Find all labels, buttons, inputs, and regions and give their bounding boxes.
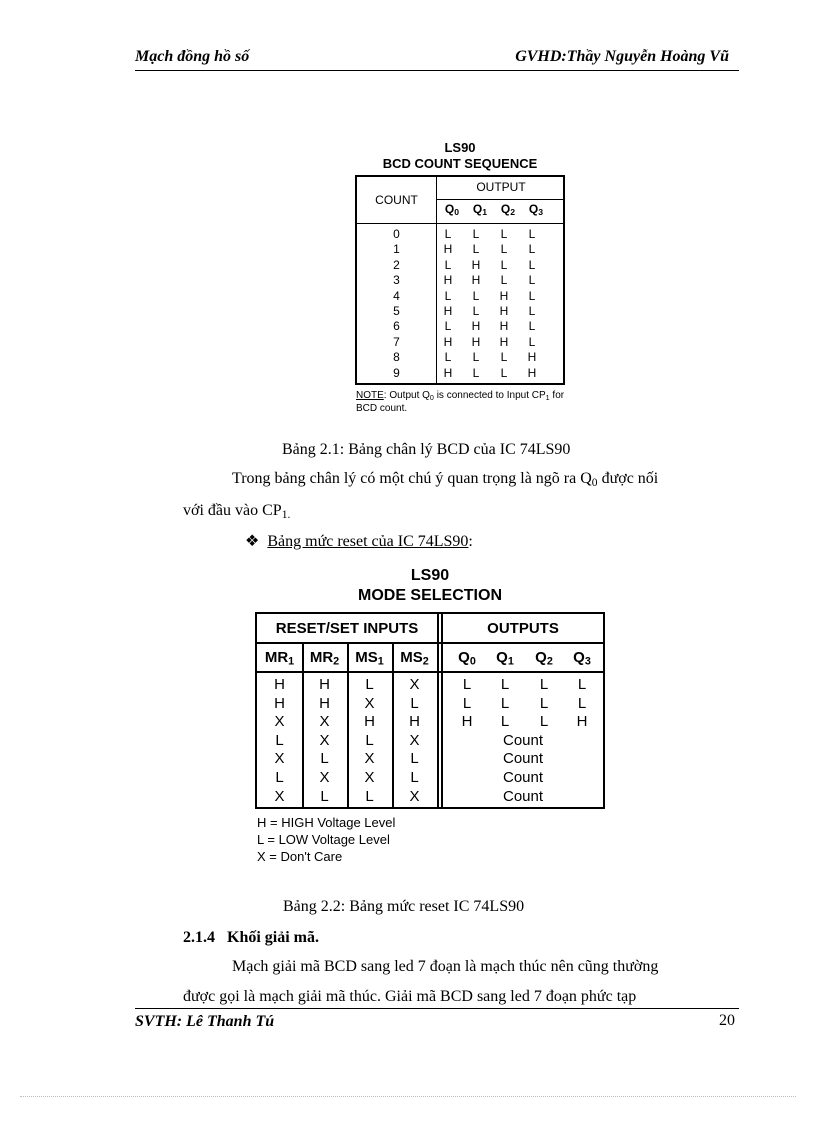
input-cell: X [274,787,285,805]
input-cell: X [364,769,375,786]
output-cell: L [444,257,452,272]
table2-legend: H = HIGH Voltage Level L = LOW Voltage Level X = Don't Care [257,815,396,864]
input-cell: L [410,769,419,786]
output-cell: L [462,676,472,693]
output-cell: L [444,319,452,334]
input-cell: L [410,694,419,712]
table2-subtitle: MODE SELECTION [357,587,502,604]
output-cell: H [471,273,481,288]
input-cell: L [365,676,374,693]
output-column-header: $Q_1$ [496,649,514,668]
output-cell: L [500,242,508,257]
output-cell: L [500,257,508,272]
output-column-header: $Q_2$ [535,649,553,668]
output-column-header: $Q_1$ [472,202,488,218]
count-header: COUNT [375,193,418,207]
table1-title: LS90 [444,140,476,155]
outputs-header: OUTPUTS [487,620,559,637]
output-cell: L [528,288,536,303]
output-cell: L [528,273,536,288]
output-cell: L [472,227,480,241]
output-column-header: $Q_3$ [528,202,544,218]
output-cell: L [528,334,536,349]
output-cell: L [528,304,536,318]
bullet-heading: ❖ Bảng mức reset của IC 74LS90: [245,533,473,550]
page-footer [135,1008,739,1033]
bullet-icon: ❖ [245,533,260,550]
output-column-header: $Q_0$ [458,649,476,668]
input-cell: X [364,694,375,712]
reset-set-inputs-header: RESET/SET INPUTS [275,620,419,637]
input-cell: H [319,694,330,712]
output-cell: L [444,227,452,241]
count-mode-cell: Count [502,731,544,749]
input-cell: L [275,731,284,749]
output-cell: L [472,304,480,318]
output-cell: H [576,713,588,731]
output-header: OUTPUT [476,180,526,194]
input-cell: H [274,694,285,712]
output-cell: L [528,319,536,334]
paragraph-line: được gọi là mạch giải mã thúc. Giải mã BCD sang led 7 đoạn phức tạp [183,988,637,1005]
input-cell: X [319,713,330,731]
input-cell: H [409,713,420,731]
input-cell: X [319,769,330,786]
count-mode-cell: Count [502,787,544,805]
header-right: GVHD:Thầy Nguyễn Hoàng Vũ [515,48,729,65]
page-edge-divider [20,1096,796,1097]
input-cell: L [320,787,329,805]
output-cell: H [471,257,481,272]
input-cell: X [409,731,420,749]
input-column-header: $MS_1$ [355,649,384,668]
page-number: 20 [719,1012,735,1029]
output-cell: L [500,713,510,731]
output-cell: L [500,273,508,288]
output-cell: L [577,676,587,693]
output-cell: L [539,713,549,731]
output-cell: L [528,257,536,272]
output-cell: H [443,334,453,349]
section-heading: 2.1.4 Khối giải mã. [183,929,320,946]
count-cell: 5 [393,304,400,318]
output-cell: L [462,694,472,712]
input-cell: X [319,731,330,749]
output-cell: L [444,350,452,365]
output-cell: H [527,350,537,365]
count-mode-cell: Count [502,769,544,786]
output-cell: H [443,304,453,318]
input-cell: X [409,787,420,805]
output-column-header: $Q_2$ [500,202,516,218]
table1-note: NOTE: Output $Q_0$ is connected to Input $CP_1$ for BCD count. [356,390,565,414]
input-cell: L [410,750,419,768]
output-cell: L [500,694,510,712]
count-cell: 7 [393,334,400,349]
input-cell: X [274,750,285,768]
output-cell: H [461,713,473,731]
bcd-count-table [355,175,565,385]
input-column-header: $MR_1$ [264,649,295,668]
count-cell: 3 [393,273,400,288]
output-cell: L [444,288,452,303]
table1-subtitle: BCD COUNT SEQUENCE [382,156,538,171]
input-cell: X [364,750,375,768]
output-cell: L [500,676,510,693]
output-cell: L [472,288,480,303]
count-cell: 4 [393,288,400,303]
output-cell: L [500,227,508,241]
output-column-header: $Q_3$ [573,649,591,668]
count-cell: 1 [393,242,400,257]
output-cell: L [472,242,480,257]
output-cell: L [577,694,587,712]
header-left: Mạch đồng hồ số [135,48,250,65]
count-cell: 2 [393,257,400,272]
count-mode-cell: Count [502,750,544,768]
output-cell: H [443,365,453,380]
mode-selection-table [255,612,605,809]
output-cell: L [500,365,508,380]
caption-table1: Bảng 2.1: Bảng chân lý BCD của IC 74LS90 [282,441,571,458]
count-cell: 6 [393,319,400,334]
output-cell: H [443,242,453,257]
output-cell: L [528,227,536,241]
output-cell: H [499,334,509,349]
input-cell: L [365,731,374,749]
output-cell: H [527,365,537,380]
output-cell: H [471,334,481,349]
input-cell: X [274,713,285,731]
output-cell: H [471,319,481,334]
output-cell: H [499,304,509,318]
input-cell: H [319,676,330,693]
output-cell: H [443,273,453,288]
output-cell: L [539,694,549,712]
count-cell: 0 [393,227,400,241]
output-cell: H [499,319,509,334]
output-cell: L [500,350,508,365]
paragraph-line: Mạch giải mã BCD sang led 7 đoạn là mạch thúc nên cũng thường [232,958,659,975]
input-column-header: $MR_2$ [309,649,340,668]
output-cell: H [499,288,509,303]
input-column-header: $MS_2$ [400,649,429,668]
output-cell: L [472,365,480,380]
page-header [135,48,739,71]
table2-title: LS90 [410,567,450,584]
input-cell: X [409,676,420,693]
paragraph-line: Trong bảng chân lý có một chú ý quan trọng là ngõ ra $Q_0$ được nối [232,470,659,489]
paragraph-line: với đầu vào $CP_{1.}$ [183,502,291,521]
input-cell: L [275,769,284,786]
input-cell: L [320,750,329,768]
count-cell: 9 [393,365,400,380]
output-cell: L [539,676,549,693]
output-column-header: $Q_0$ [444,202,460,218]
caption-table2: Bảng 2.2: Bảng mức reset IC 74LS90 [283,898,525,915]
footer-author: SVTH: Lê Thanh Tú [135,1013,275,1030]
input-cell: H [274,676,285,693]
input-cell: H [364,713,375,731]
output-cell: L [528,242,536,257]
input-cell: L [365,787,374,805]
count-cell: 8 [393,350,400,365]
output-cell: L [472,350,480,365]
